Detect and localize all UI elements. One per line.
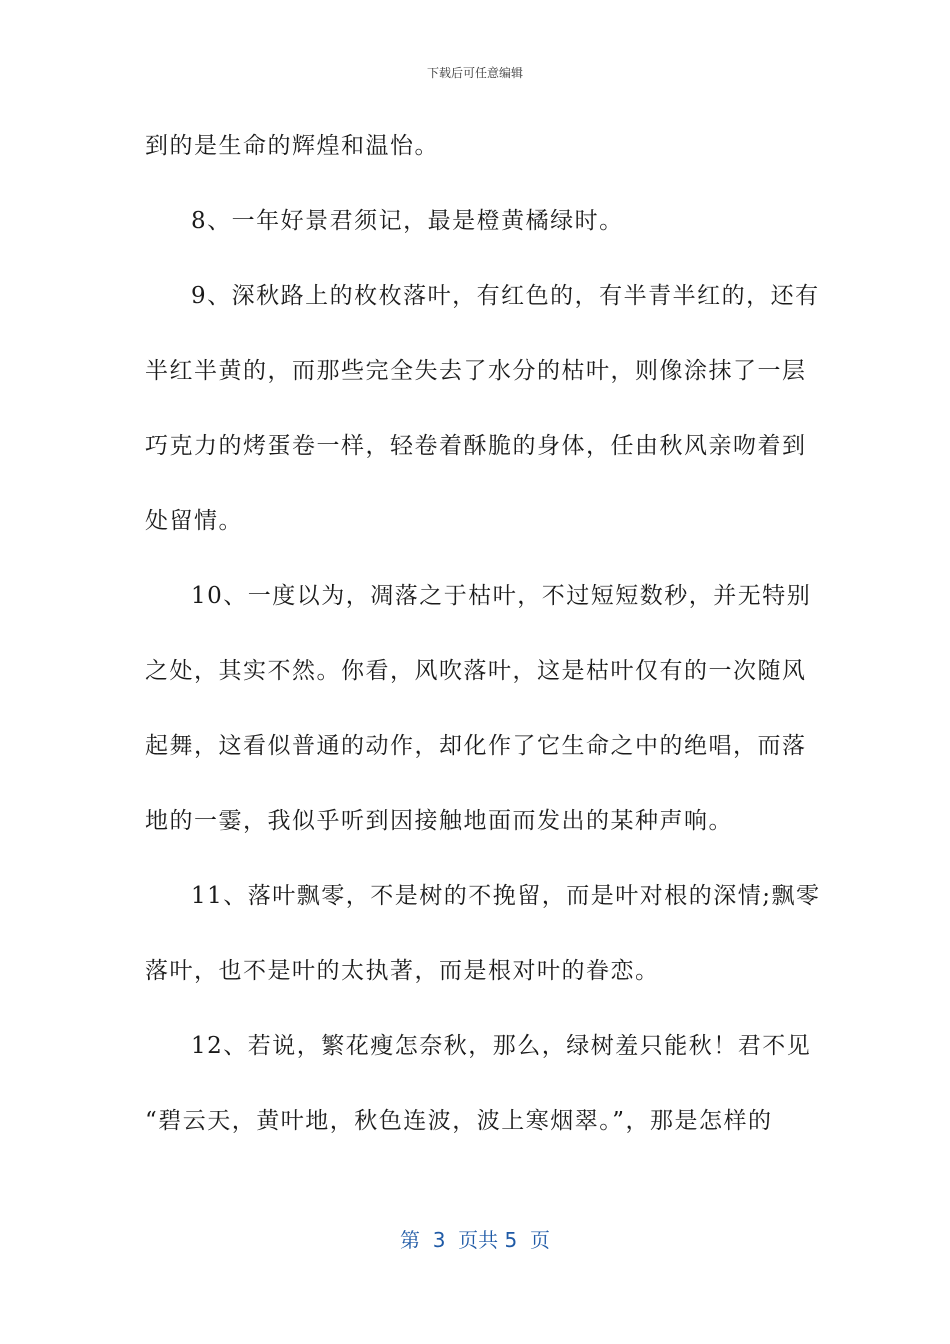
- paragraph-9-line-1: 9、深秋路上的枚枚落叶，有红色的，有半青半红的，还有: [191, 283, 820, 309]
- document-body: [145, 116, 821, 1166]
- paragraph-10-line-1: 10、一度以为，凋落之于枯叶，不过短短数秒，并无特别: [191, 583, 812, 609]
- page-header: 下载后可任意编辑: [426, 66, 523, 80]
- page-number-footer: 第 3 页共 5 页: [400, 1228, 550, 1252]
- paragraph-12-line-2: “碧云天，黄叶地，秋色连波，波上寒烟翠。”，那是怎样的: [145, 1108, 773, 1134]
- paragraph-9-line-2: 半红半黄的，而那些完全失去了水分的枯叶，则像涂抹了一层: [145, 358, 807, 384]
- text-line: 到的是生命的辉煌和温怡。: [145, 133, 439, 159]
- paragraph-10-line-4: 地的一霎，我似乎听到因接触地面而发出的某种声响。: [145, 808, 733, 834]
- paragraph-10-line-2: 之处，其实不然。你看，风吹落叶，这是枯叶仅有的一次随风: [145, 658, 807, 684]
- paragraph-12-line-1: 12、若说，繁花瘦怎奈秋，那么，绿树羞只能秋！君不见: [191, 1033, 812, 1059]
- paragraph-10-line-3: 起舞，这看似普通的动作，却化作了它生命之中的绝唱，而落: [145, 733, 807, 759]
- paragraph-11-line-2: 落叶，也不是叶的太执著，而是根对叶的眷恋。: [145, 958, 660, 984]
- paragraph-9-line-4: 处留情。: [145, 508, 243, 534]
- paragraph-11-line-1: 11、落叶飘零，不是树的不挽留，而是叶对根的深情;飘零: [191, 883, 821, 909]
- paragraph-9-line-3: 巧克力的烤蛋卷一样，轻卷着酥脆的身体，任由秋风亲吻着到: [145, 433, 807, 459]
- paragraph-8-line-1: 8、一年好景君须记，最是橙黄橘绿时。: [191, 208, 624, 234]
